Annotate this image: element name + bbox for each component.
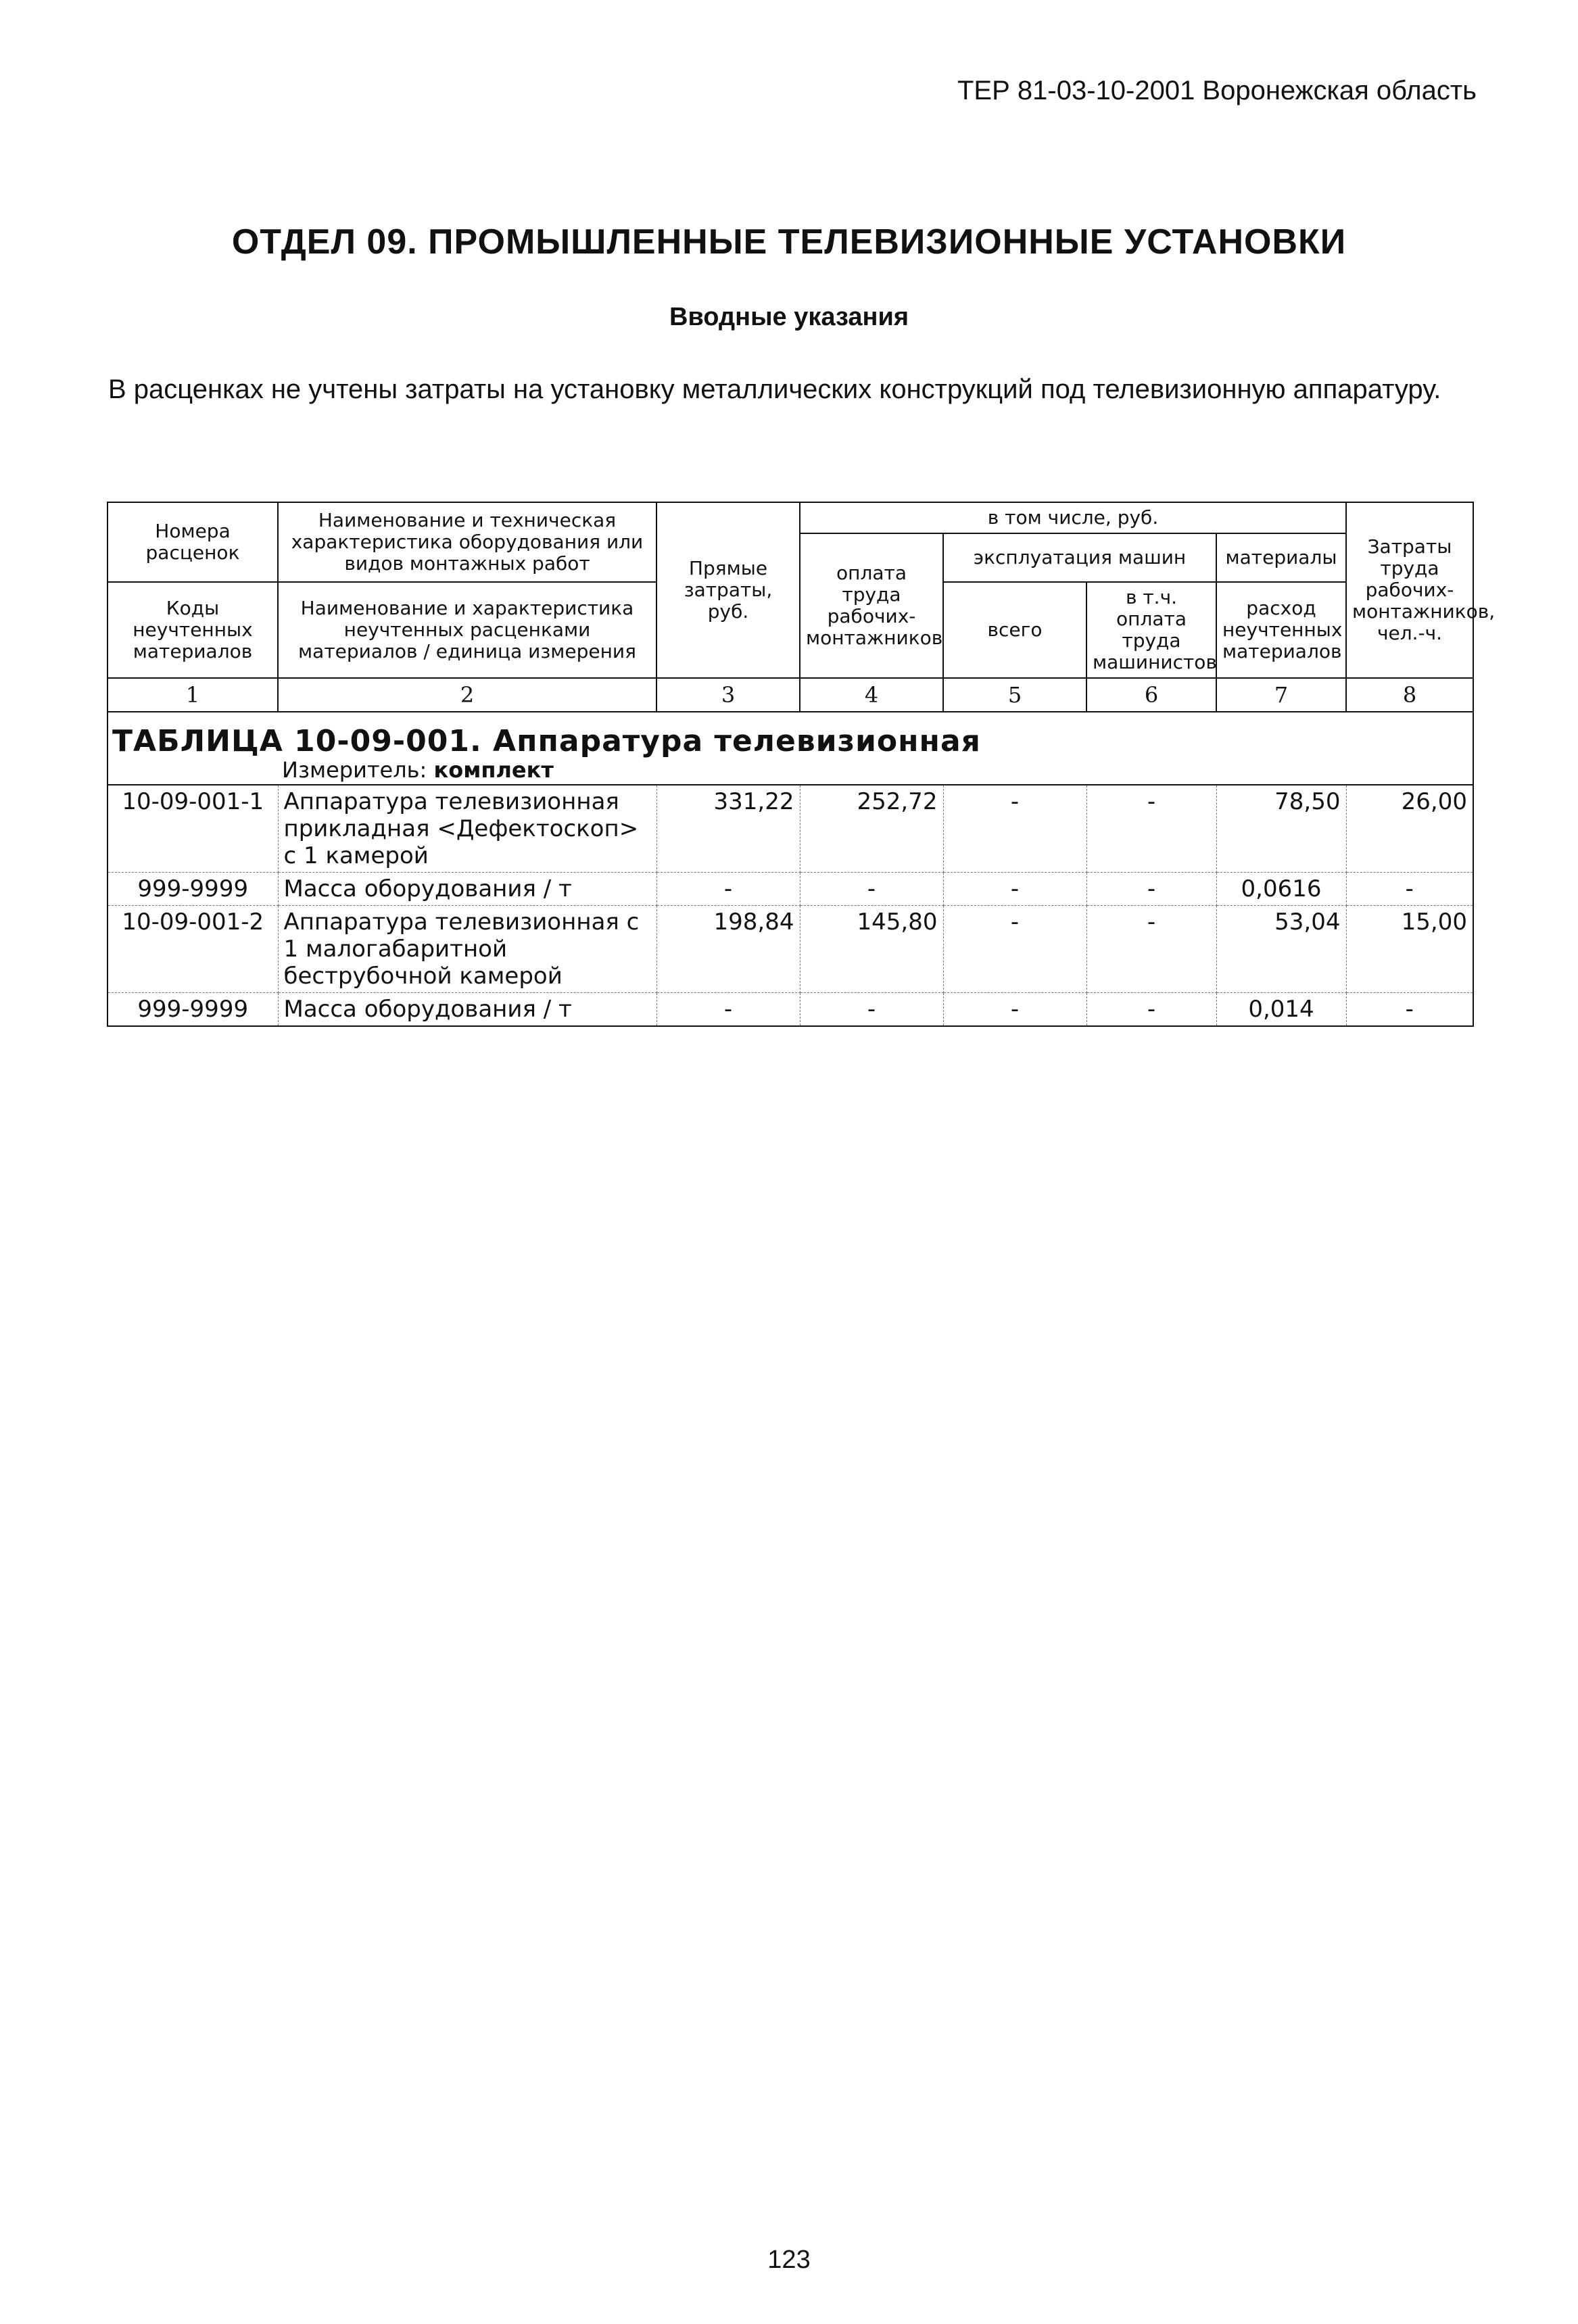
header-materials: материалы [1216, 533, 1346, 582]
header-including: в том числе, руб. [800, 502, 1346, 533]
worker-labor: 252,72 [800, 785, 943, 873]
rate-name: Аппаратура телевизионная с 1 малогабаритной беструбочной камерой [278, 906, 656, 993]
table-row [107, 785, 1473, 873]
column-number: 5 [943, 678, 1086, 712]
section-title: ОТДЕЛ 09. ПРОМЫШЛЕННЫЕ ТЕЛЕВИЗИОННЫЕ УСТАНОВКИ [231, 222, 1347, 262]
column-number: 4 [800, 678, 943, 712]
header-equipment-name: Наименование и техническая характеристика оборудования или видов монтажных работ [278, 502, 656, 582]
worker-labor: 145,80 [800, 906, 943, 993]
worker-labor: - [800, 873, 943, 906]
page-header: ТЕР 81-03-10-2001 Воронежская область [957, 76, 1477, 105]
material-code: 999-9999 [107, 873, 278, 906]
intro-text: В расценках не учтены затраты на установку металлических конструкций под телевизионную аппаратуру. [108, 374, 1441, 404]
materials: 0,014 [1216, 993, 1346, 1027]
direct-costs: 331,22 [656, 785, 800, 873]
machines-total: - [943, 873, 1086, 906]
measure-value: комплект [433, 757, 554, 783]
header-machinist-labor: в т.ч. оплата труда машинистов [1086, 582, 1216, 678]
header-unaccounted-materials: расход неучтенных материалов [1216, 582, 1346, 678]
header-machine-operation: эксплуатация машин [943, 533, 1216, 582]
worker-labor: - [800, 993, 943, 1027]
machinist-labor: - [1086, 906, 1216, 993]
rate-name: Аппаратура телевизионная прикладная <Дефектоскоп> с 1 камерой [278, 785, 656, 873]
table-row [107, 906, 1473, 993]
labor-hours: 15,00 [1346, 906, 1473, 993]
rates-table [107, 502, 1496, 1027]
measure-label: Измеритель: [282, 757, 427, 783]
intro-heading: Вводные указания [669, 303, 909, 331]
column-number: 7 [1216, 678, 1346, 712]
header-worker-labor: оплата труда рабочих-монтажников [800, 533, 943, 678]
rate-code: 10-09-001-1 [107, 785, 278, 873]
column-number: 2 [278, 678, 656, 712]
labor-hours: 26,00 [1346, 785, 1473, 873]
measure-spacer [107, 756, 278, 785]
rate-code: 10-09-001-2 [107, 906, 278, 993]
header-material-names: Наименование и характеристика неучтенных расценками материалов / единица измерения [278, 582, 656, 678]
materials: 0,0616 [1216, 873, 1346, 906]
machines-total: - [943, 906, 1086, 993]
table-row [107, 873, 1473, 906]
material-code: 999-9999 [107, 993, 278, 1027]
labor-hours: - [1346, 873, 1473, 906]
header-material-codes: Коды неучтенных материалов [107, 582, 278, 678]
materials: 78,50 [1216, 785, 1346, 873]
page-number: 123 [767, 2246, 811, 2274]
column-number: 6 [1086, 678, 1216, 712]
header-labor-hours: Затраты труда рабочих-монтажников, чел.-ч. [1346, 502, 1473, 678]
machines-total: - [943, 785, 1086, 873]
header-direct-costs: Прямые затраты, руб. [656, 502, 800, 678]
measure-unit [278, 756, 1473, 785]
direct-costs: - [656, 993, 800, 1027]
column-number: 3 [656, 678, 800, 712]
material-name: Масса оборудования / т [278, 873, 656, 906]
machinist-labor: - [1086, 993, 1216, 1027]
direct-costs: - [656, 873, 800, 906]
header-machines-total: всего [943, 582, 1086, 678]
material-name: Масса оборудования / т [278, 993, 656, 1027]
column-number: 1 [107, 678, 278, 712]
table-title: ТАБЛИЦА 10-09-001. Аппаратура телевизионная [107, 712, 1473, 756]
machinist-labor: - [1086, 785, 1216, 873]
machines-total: - [943, 993, 1086, 1027]
header-rate-numbers: Номера расценок [107, 502, 278, 582]
machinist-labor: - [1086, 873, 1216, 906]
column-number: 8 [1346, 678, 1473, 712]
labor-hours: - [1346, 993, 1473, 1027]
materials: 53,04 [1216, 906, 1346, 993]
table-row [107, 993, 1473, 1027]
direct-costs: 198,84 [656, 906, 800, 993]
